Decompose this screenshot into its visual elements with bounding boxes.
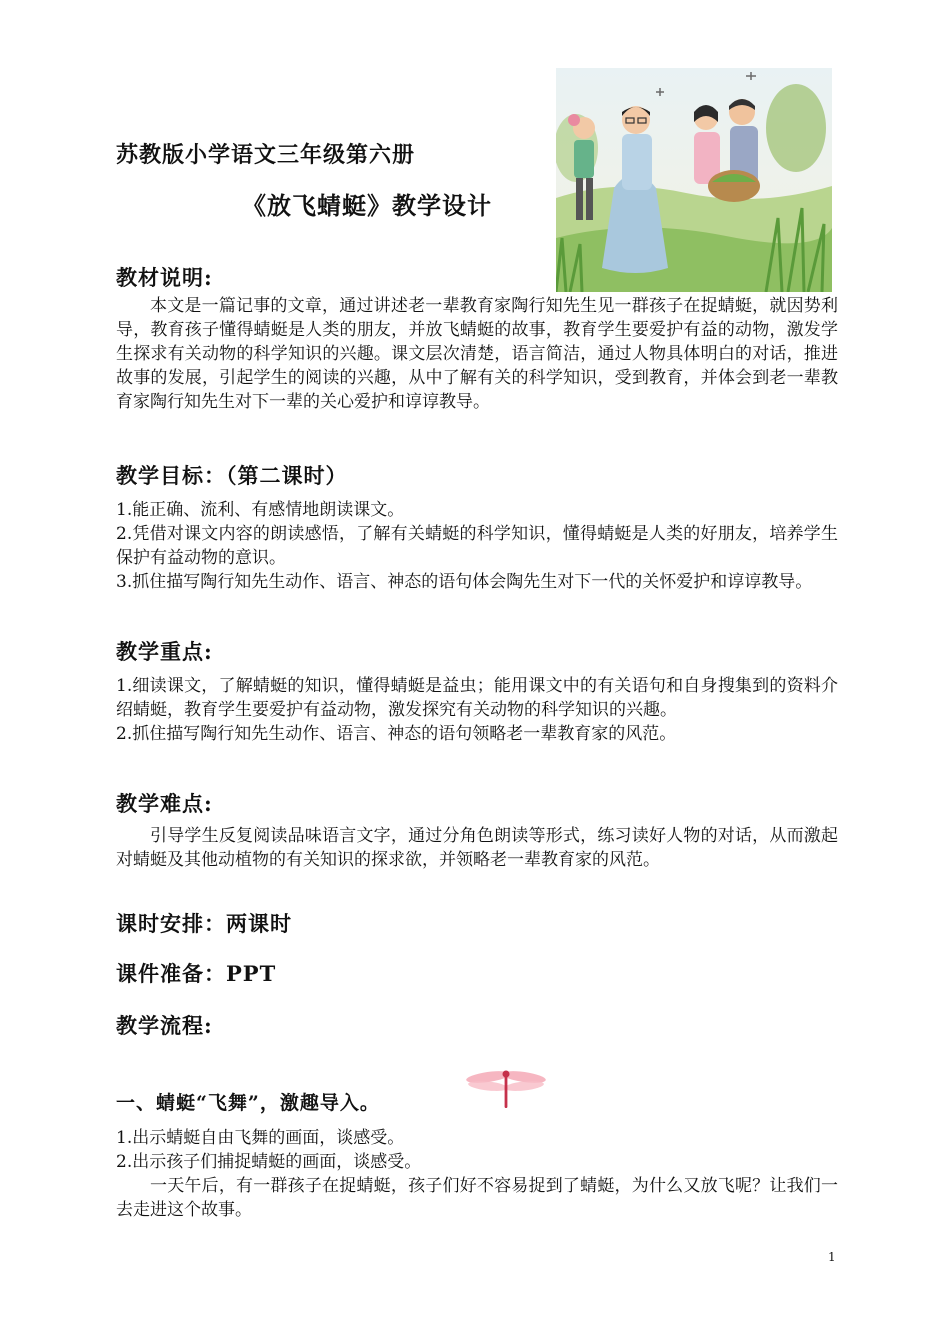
- difficulties-paragraph: 引导学生反复阅读品味语言文字，通过分角色朗读等形式，练习读好人物的对话，从而激起对蜻蜓及其他动植物的有关知识的探求欲，并领略老一辈教育家的风范。: [116, 826, 838, 870]
- step1-paragraph: 一天午后，有一群孩子在捉蜻蜓，孩子们好不容易捉到了蜻蜓，为什么又放飞呢？让我们一去走进这个故事。: [116, 1176, 838, 1220]
- section-heading-difficulties: 教学难点:: [116, 791, 213, 816]
- section-heading-flow: 教学流程:: [116, 1013, 213, 1038]
- section-heading-schedule: 课时安排：两课时: [116, 911, 292, 936]
- key-points-list: [116, 674, 838, 746]
- step1-list: [116, 1126, 838, 1174]
- list-item: 1.细读课文，了解蜻蜓的知识，懂得蜻蜓是益虫；能用课文中的有关语句和自身搜集到的资料介绍蜻蜓，教育学生要爱护有益动物，激发探究有关动物的科学知识的兴趣。: [116, 676, 838, 720]
- document-title-line2: 《放飞蜻蜓》教学设计: [242, 191, 492, 220]
- teacher-and-children-illustration: [556, 68, 832, 292]
- list-item: 2.抓住描写陶行知先生动作、语言、神态的语句领略老一辈教育家的风范。: [116, 724, 677, 744]
- dragonfly-icon: [462, 1066, 550, 1110]
- section-heading-key-points: 教学重点:: [116, 639, 213, 664]
- section-heading-materials: 教材说明:: [116, 265, 213, 290]
- step1-heading: 一、蜻蜓“飞舞”，激趣导入。: [116, 1092, 380, 1114]
- page-number: 1: [828, 1250, 836, 1264]
- list-item: 1.能正确、流利、有感情地朗读课文。: [116, 500, 405, 520]
- goals-list: [116, 498, 838, 594]
- list-item: 1.出示蜻蜓自由飞舞的画面，谈感受。: [116, 1128, 405, 1148]
- list-item: 2.凭借对课文内容的朗读感悟，了解有关蜻蜓的科学知识，懂得蜻蜓是人类的好朋友，培养学生保护有益动物的意识。: [116, 524, 838, 568]
- document-title-line1: 苏教版小学语文三年级第六册: [116, 142, 416, 168]
- materials-paragraph: 本文是一篇记事的文章，通过讲述老一辈教育家陶行知先生见一群孩子在捉蜻蜓，就因势利导，教育孩子懂得蜻蜓是人类的朋友，并放飞蜻蜓的故事，教育学生要爱护有益的动物，激发学生探求有关动物的科学知识的兴趣。课文层次清楚，语言简洁，通过人物具体明白的对话，推进故事的发展，引起学生的阅读的兴趣，从中了解有关的科学知识，受到教育，并体会到老一辈教育家陶行知先生对下一辈的关心爱护和谆谆教导。: [116, 296, 838, 412]
- list-item: 3.抓住描写陶行知先生动作、语言、神态的语句体会陶先生对下一代的关怀爱护和谆谆教导。: [116, 572, 813, 592]
- section-heading-prep: 课件准备：PPT: [116, 961, 277, 986]
- list-item: 2.出示孩子们捕捉蜻蜓的画面，谈感受。: [116, 1152, 422, 1172]
- section-heading-goals: 教学目标：（第二课时）: [116, 463, 348, 488]
